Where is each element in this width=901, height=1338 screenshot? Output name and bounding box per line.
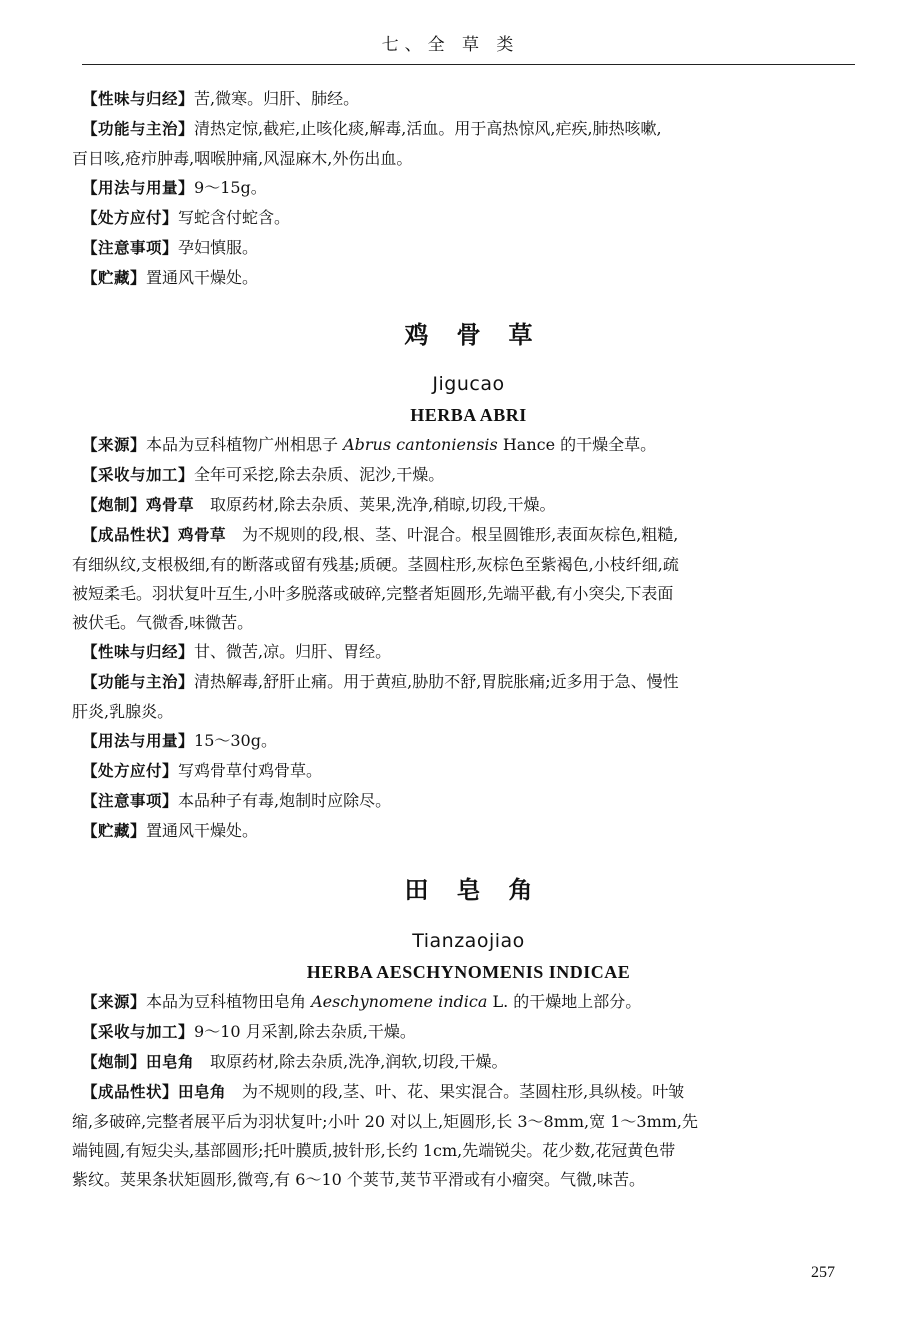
entry-pinyin-tianzaojiao: Tianzaojiao xyxy=(412,930,525,952)
text-laiyuan-pre: 本品为豆科植物田皂角 xyxy=(146,992,312,1011)
paragraph-xingwei xyxy=(82,84,855,114)
label-chufang: 【处方应付】 xyxy=(82,762,179,780)
label-gongneng: 【功能与主治】 xyxy=(82,120,195,138)
label-zhuyi: 【注意事项】 xyxy=(82,239,179,257)
entry-pinyin-jigucao: Jigucao xyxy=(432,373,505,395)
paragraph-zhuyi-1 xyxy=(82,786,855,816)
label-paozhi: 【炮制】田皂角 xyxy=(82,1053,195,1071)
label-zhuyi: 【注意事项】 xyxy=(82,792,179,810)
text-caishou: 9～10 月采割,除去杂质,干燥。 xyxy=(194,1022,416,1041)
label-gongneng: 【功能与主治】 xyxy=(82,673,195,691)
label-xingwei: 【性味与归经】 xyxy=(82,643,195,661)
text-chengpin-line2: 有细纵纹,支根极细,有的断落或留有残基;质硬。茎圆柱形,灰棕色至紫褐色,小枝纤细,疏 xyxy=(72,555,679,574)
label-yongfa: 【用法与用量】 xyxy=(82,732,195,750)
paragraph-paozhi-2 xyxy=(82,1047,855,1077)
entry-title-jigucao: 鸡骨草 xyxy=(404,321,561,349)
text-laiyuan-pre: 本品为豆科植物广州相思子 xyxy=(146,435,344,454)
paragraph-yongfa-1 xyxy=(82,726,855,756)
page-content xyxy=(72,84,855,1194)
text-chengpin-line2: 缩,多破碎,完整者展平后为羽状复叶;小叶 20 对以上,矩圆形,长 3～8mm,宽 1～3mm,先 xyxy=(72,1112,699,1131)
text-chufang: 写鸡骨草付鸡骨草。 xyxy=(178,761,323,780)
label-zhucang: 【贮藏】 xyxy=(82,822,147,840)
label-paozhi: 【炮制】鸡骨草 xyxy=(82,496,195,514)
text-gongneng-line2: 百日咳,疮疖肿毒,咽喉肿痛,风湿麻木,外伤出血。 xyxy=(72,149,413,168)
label-chufang: 【处方应付】 xyxy=(82,209,179,227)
scientific-name: Abrus cantoniensis xyxy=(343,435,498,454)
entry-latin-jigucao: HERBA ABRI xyxy=(410,405,527,425)
label-zhucang: 【贮藏】 xyxy=(82,269,147,287)
scientific-name: Aeschynomene indica xyxy=(311,992,488,1011)
paragraph-zhuyi xyxy=(82,233,855,263)
text-laiyuan-post: L. 的干燥地上部分。 xyxy=(487,992,642,1011)
label-laiyuan: 【来源】 xyxy=(82,993,147,1011)
text-gongneng-line1: 清热定惊,截疟,止咳化痰,解毒,活血。用于高热惊风,疟疾,肺热咳嗽, xyxy=(194,119,662,138)
text-xingwei: 苦,微寒。归肝、肺经。 xyxy=(194,89,360,108)
paragraph-chengpin-2 xyxy=(72,1077,855,1194)
text-yongfa: 9～15g。 xyxy=(194,178,267,197)
paragraph-laiyuan-2 xyxy=(82,987,855,1017)
paragraph-chufang xyxy=(82,203,855,233)
label-laiyuan: 【来源】 xyxy=(82,436,147,454)
text-xingwei: 甘、微苦,凉。归肝、胃经。 xyxy=(194,642,392,661)
paragraph-chengpin-1 xyxy=(72,520,855,637)
text-zhucang: 置通风干燥处。 xyxy=(146,268,259,287)
entry-title-tianzaojiao: 田皂角 xyxy=(404,876,561,904)
text-chufang: 写蛇含付蛇含。 xyxy=(178,208,291,227)
label-caishou: 【采收与加工】 xyxy=(82,1023,195,1041)
text-gongneng-line2: 肝炎,乳腺炎。 xyxy=(72,702,174,721)
page-number: 257 xyxy=(811,1264,835,1281)
paragraph-caishou-1 xyxy=(82,460,855,490)
paragraph-chufang-1 xyxy=(82,756,855,786)
text-chengpin-line1: 为不规则的段,茎、叶、花、果实混合。茎圆柱形,具纵棱。叶皱 xyxy=(226,1082,685,1101)
paragraph-caishou-2 xyxy=(82,1017,855,1047)
text-chengpin-line3: 被短柔毛。羽状复叶互生,小叶多脱落或破碎,完整者矩圆形,先端平截,有小突尖,下表面 xyxy=(72,584,674,603)
text-chengpin-line4: 紫纹。荚果条状矩圆形,微弯,有 6～10 个荚节,荚节平滑或有小瘤突。气微,味苦。 xyxy=(72,1170,646,1189)
paragraph-zhucang xyxy=(82,263,855,293)
label-caishou: 【采收与加工】 xyxy=(82,466,195,484)
paragraph-yongfa xyxy=(82,173,855,203)
label-chengpin: 【成品性状】田皂角 xyxy=(82,1083,227,1101)
entry-latin-tianzaojiao: HERBA AESCHYNOMENIS INDICAE xyxy=(306,962,631,982)
label-chengpin: 【成品性状】鸡骨草 xyxy=(82,526,227,544)
text-laiyuan-post: Hance 的干燥全草。 xyxy=(497,435,657,454)
text-chengpin-line3: 端钝圆,有短尖头,基部圆形;托叶膜质,披针形,长约 1cm,先端锐尖。花少数,花冠黄色带 xyxy=(72,1141,676,1160)
text-paozhi: 取原药材,除去杂质、荚果,洗净,稍晾,切段,干燥。 xyxy=(194,495,556,514)
label-xingwei: 【性味与归经】 xyxy=(82,90,195,108)
header-rule xyxy=(82,64,855,65)
text-zhuyi: 孕妇慎服。 xyxy=(178,238,259,257)
paragraph-gongneng xyxy=(72,114,855,173)
text-chengpin-line1: 为不规则的段,根、茎、叶混合。根呈圆锥形,表面灰棕色,粗糙, xyxy=(226,525,679,544)
text-caishou: 全年可采挖,除去杂质、泥沙,干燥。 xyxy=(194,465,445,484)
text-zhucang: 置通风干燥处。 xyxy=(146,821,259,840)
paragraph-laiyuan-1 xyxy=(82,430,855,460)
text-yongfa: 15～30g。 xyxy=(194,731,277,750)
text-gongneng-line1: 清热解毒,舒肝止痛。用于黄疸,胁肋不舒,胃脘胀痛;近多用于急、慢性 xyxy=(194,672,679,691)
paragraph-gongneng-1 xyxy=(72,667,855,726)
text-paozhi: 取原药材,除去杂质,洗净,润软,切段,干燥。 xyxy=(194,1052,508,1071)
label-yongfa: 【用法与用量】 xyxy=(82,179,195,197)
paragraph-paozhi-1 xyxy=(82,490,855,520)
paragraph-xingwei-1 xyxy=(82,637,855,667)
text-zhuyi: 本品种子有毒,炮制时应除尽。 xyxy=(178,791,392,810)
running-head: 七、全 草 类 xyxy=(381,35,520,55)
paragraph-zhucang-1 xyxy=(82,816,855,846)
text-chengpin-line4: 被伏毛。气微香,味微苦。 xyxy=(72,613,254,632)
